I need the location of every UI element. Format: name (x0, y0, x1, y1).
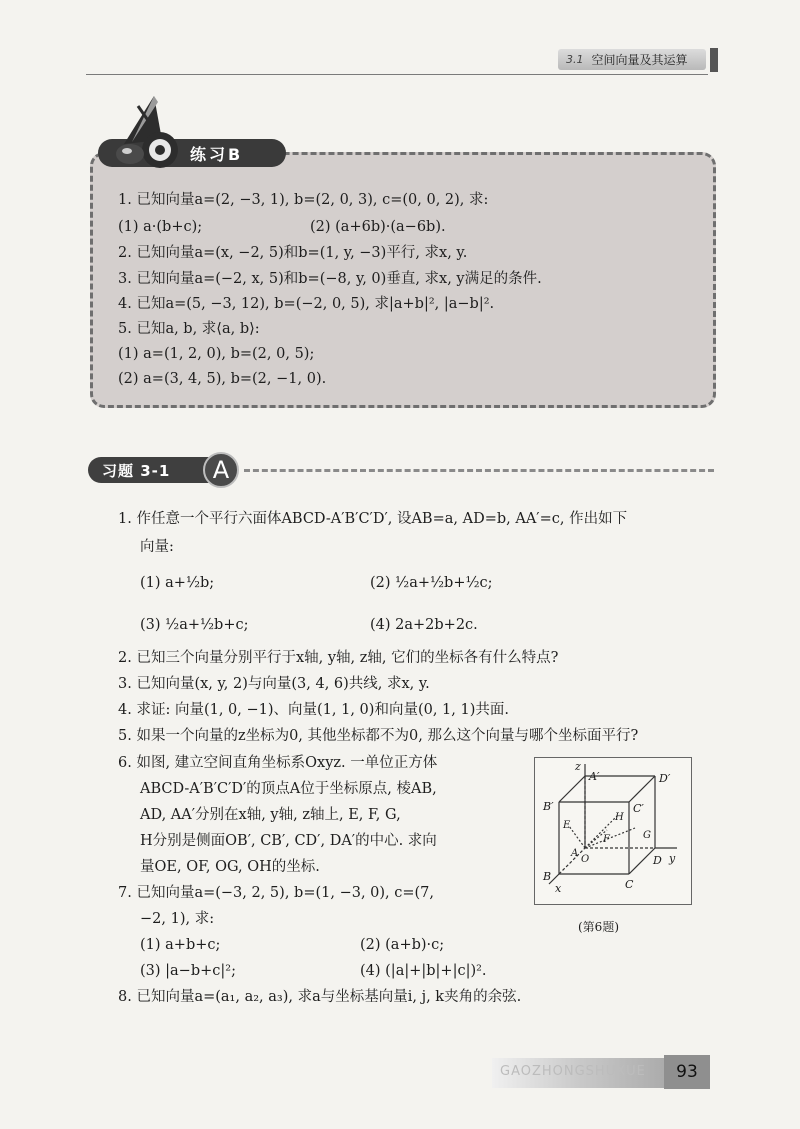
exb-line-1-2: (2) (a+6b)·(a−6b). (310, 219, 446, 235)
exb-line-1-1: (1) a·(b+c); (118, 219, 203, 235)
fig-label-y: y (669, 852, 676, 865)
fig-label-b-prime: B′ (543, 800, 554, 813)
ps-line-6b: ABCD-A′B′C′D′的顶点A位于坐标原点, 棱AB, (140, 781, 437, 797)
fig-label-x: x (555, 882, 562, 895)
ps-line-7-4: (4) (|a|+|b|+|c|)². (360, 963, 487, 979)
section-number: 3.1 (566, 53, 584, 66)
exb-line-3: 3. 已知向量a=(−2, x, 5)和b=(−8, y, 0)垂直, 求x, y满足的条件. (118, 271, 542, 287)
cube-figure-box (534, 757, 692, 905)
header-accent-bar (710, 48, 718, 72)
footer-brand: GAOZHONGSHUXUE (500, 1064, 646, 1079)
ps-line-4: 4. 求证: 向量(1, 0, −1)、向量(1, 1, 0)和向量(0, 1, 1)共面. (118, 702, 509, 718)
exb-line-4: 4. 已知a=(5, −3, 12), b=(−2, 0, 5), 求|a+b|², |a−b|². (118, 296, 495, 312)
ps-line-6d: H分别是侧面OB′, CB′, CD′, DA′的中心. 求向 (140, 833, 437, 849)
fig-label-o: O (581, 854, 590, 865)
fig-label-g: G (643, 830, 651, 841)
ps-line-8: 8. 已知向量a=(a₁, a₂, a₃), 求a与坐标基向量i, j, k夹角的余弦. (118, 989, 522, 1005)
fig-label-z: z (575, 760, 581, 773)
ps-line-1-4: (4) 2a+2b+2c. (370, 617, 478, 633)
ps-line-1-3: (3) ½a+½b+c; (140, 617, 249, 633)
ps-line-6e: 量OE, OF, OG, OH的坐标. (140, 859, 320, 875)
ps-line-3: 3. 已知向量(x, y, 2)与向量(3, 4, 6)共线, 求x, y. (118, 676, 430, 692)
fig-label-f: F (603, 834, 610, 845)
exercise-b-title: 练习B (98, 139, 286, 167)
fig-label-b: B (543, 870, 552, 883)
header-rule (86, 74, 708, 75)
fig-label-e: E (563, 820, 571, 831)
exb-line-5: 5. 已知a, b, 求⟨a, b⟩: (118, 321, 260, 337)
ps-line-7-3: (3) |a−b+c|²; (140, 963, 236, 979)
exb-line-5-1: (1) a=(1, 2, 0), b=(2, 0, 5); (118, 346, 315, 362)
section-header-tab (558, 49, 706, 70)
ps-line-2: 2. 已知三个向量分别平行于x轴, y轴, z轴, 它们的坐标各有什么特点? (118, 650, 559, 666)
ps-line-1: 1. 作任意一个平行六面体ABCD-A′B′C′D′, 设AB=a, AD=b, AA′=c, 作出如下 (118, 511, 628, 527)
ps-line-7b: −2, 1), 求: (140, 911, 215, 927)
page-number: 93 (664, 1055, 710, 1089)
fig-label-h: H (615, 812, 624, 823)
problem-set-level-badge: A (203, 452, 239, 488)
ps-line-6c: AD, AA′分别在x轴, y轴, z轴上, E, F, G, (140, 807, 401, 823)
fig-label-a-prime: A′ (589, 770, 600, 783)
fig-label-c: C (625, 878, 634, 891)
fig-label-d-prime: D′ (659, 772, 671, 785)
fig-label-a: A (571, 848, 579, 859)
ps-line-7: 7. 已知向量a=(−3, 2, 5), b=(1, −3, 0), c=(7, (118, 885, 435, 901)
problem-set-title: 习题 3-1 (88, 457, 216, 483)
ps-line-7-1: (1) a+b+c; (140, 937, 221, 953)
ps-line-6: 6. 如图, 建立空间直角坐标系Oxyz. 一单位正方体 (118, 755, 438, 771)
exb-line-2: 2. 已知向量a=(x, −2, 5)和b=(1, y, −3)平行, 求x, y. (118, 245, 468, 261)
exercise-badge-icon (110, 92, 192, 176)
ps-line-7-2: (2) (a+b)·c; (360, 937, 445, 953)
ps-line-5: 5. 如果一个向量的z坐标为0, 其他坐标都不为0, 那么这个向量与哪个坐标面平行? (118, 728, 639, 744)
fig-label-c-prime: C′ (633, 802, 644, 815)
exb-line-5-2: (2) a=(3, 4, 5), b=(2, −1, 0). (118, 371, 327, 387)
ps-line-1b: 向量: (140, 539, 174, 555)
problem-set-divider (244, 469, 714, 472)
figure-caption: (第6题) (578, 920, 619, 934)
section-title: 空间向量及其运算 (591, 53, 688, 67)
ps-line-1-1: (1) a+½b; (140, 575, 215, 591)
exb-line-1: 1. 已知向量a=(2, −3, 1), b=(2, 0, 3), c=(0, 0, 2), 求: (118, 192, 489, 208)
ps-line-1-2: (2) ½a+½b+½c; (370, 575, 493, 591)
fig-label-d: D (653, 854, 662, 867)
